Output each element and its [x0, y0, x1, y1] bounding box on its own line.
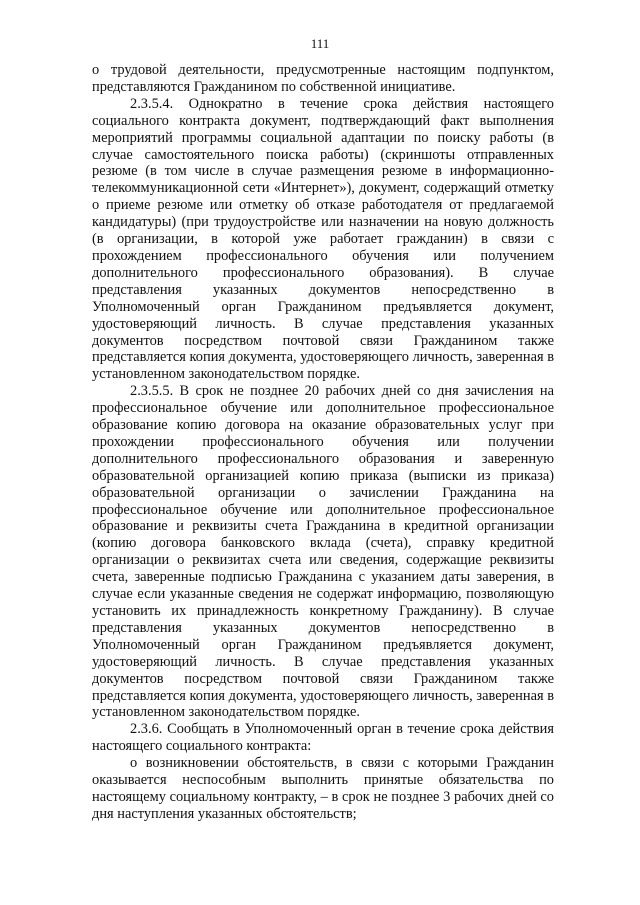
document-body [92, 62, 554, 823]
page-number: 111 [310, 36, 330, 51]
paragraph-continuation: о трудовой деятельности, предусмотренные настоящим подпунктом, представляются Гражданином по собственной инициативе. [92, 62, 554, 95]
paragraph-circumstances: о возникновении обстоятельств, в связи с которыми Гражданин оказывается неспособным выполнить принятые обязательства по настоящему социальному контракту, – в срок не позднее 3 рабочих дней со дня наступления указанных обстоятельств; [92, 755, 554, 822]
paragraph-2-3-5-5: 2.3.5.5. В срок не позднее 20 рабочих дней со дня зачисления на профессиональное обучение или дополнительное профессиональное образование копию договора на оказание образовательных услуг при прохождении профессионального обучения или получении дополнительного профессионального образования и заверенную образовательной организацией копию приказа (выписки из приказа) образовательной организации о зачислении Гражданина на профессиональное обучение или дополнительное профессиональное образование и реквизиты счета Гражданина в кредитной организации (копию договора банковского вклада (счета), справку кредитной организации о реквизитах счета или сведения, содержащие реквизиты счета, заверенные подписью Гражданина с указанием даты заверения, в случае если указанные сведения не содержат информацию, позволяющую установить их принадлежность конкретному Гражданину). В случае представления указанных документов непосредственно в Уполномоченный орган Гражданином предъявляется документ, удостоверяющий личность. В случае представления указанных документов посредством почтовой связи Гражданином также представляется копия документа, удостоверяющего личность, заверенная в установленном законодательством порядке. [92, 383, 554, 721]
paragraph-2-3-5-4: 2.3.5.4. Однократно в течение срока действия настоящего социального контракта документ, подтверждающий факт выполнения мероприятий программы социальной адаптации по поиску работы (в случае самостоятельного поиска работы) (скриншоты отправленных резюме (в том числе в случае размещения резюме в информационно-телекоммуникационной сети «Интернет»), документ, содержащий отметку о приеме резюме или отметку об отказе работодателя от предлагаемой кандидатуры) (при трудоустройстве или назначении на новую должность (в организации, в которой уже работает гражданин) в связи с прохождением профессионального обучения или получением дополнительного профессионального образования). В случае представления указанных документов непосредственно в Уполномоченный орган Гражданином предъявляется документ, удостоверяющий личность. В случае представления указанных документов посредством почтовой связи Гражданином также представляется копия документа, удостоверяющего личность, заверенная в установленном законодательством порядке. [92, 95, 554, 383]
paragraph-2-3-6: 2.3.6. Сообщать в Уполномоченный орган в течение срока действия настоящего социального контракта: [92, 721, 554, 755]
